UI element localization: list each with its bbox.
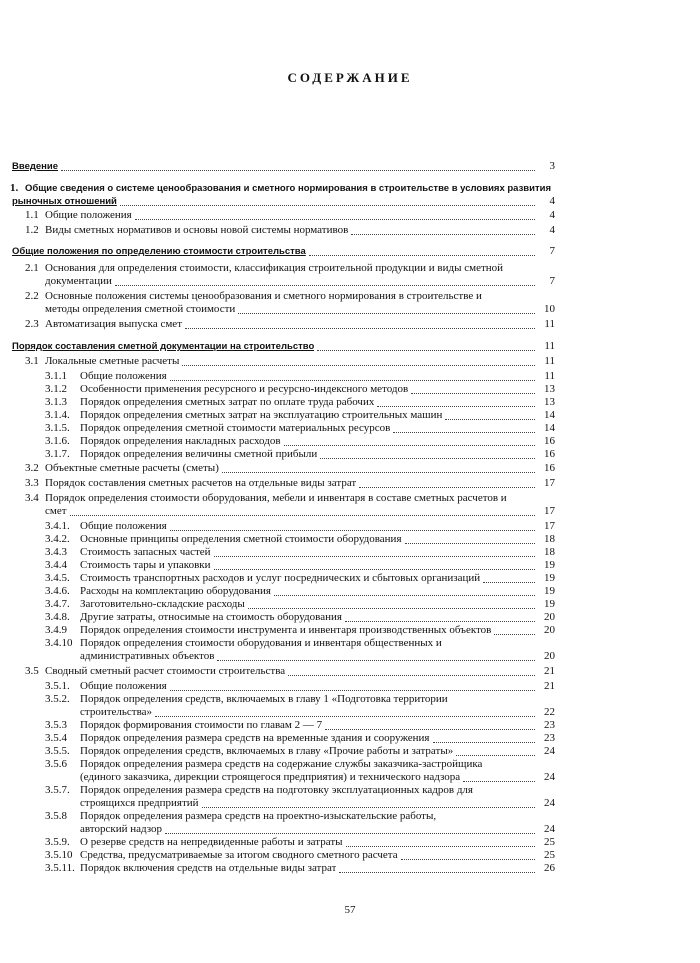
toc-entry <box>0 477 700 490</box>
toc-entry-title: смет <box>45 505 67 517</box>
toc-entry-title: Порядок включения средств на отдельные виды затрат <box>80 862 337 874</box>
toc-leader-dots <box>405 533 535 544</box>
toc-entry-title: Порядок определения размера средств на содержание службы заказчика-застройщика <box>80 758 483 770</box>
toc-leader-dots <box>339 862 535 873</box>
toc-entry-title: административных объектов <box>80 650 215 662</box>
toc-leader-dots <box>185 318 535 329</box>
toc-entry-title: Общие сведения о системе ценообразования и сметного нормирования в строительстве в условиях развития <box>25 183 552 194</box>
toc-entry-page: 23 <box>544 719 555 731</box>
toc-entry-number: 3.1 <box>25 355 39 367</box>
toc-entry-number: 3.5 <box>25 665 39 677</box>
toc-leader-dots <box>346 836 535 847</box>
toc-entry-page: 18 <box>544 546 555 558</box>
toc-entry-page: 19 <box>544 559 555 571</box>
toc-entry <box>0 546 700 559</box>
toc-entry <box>0 492 700 505</box>
toc-entry <box>0 462 700 475</box>
toc-entry <box>0 823 700 836</box>
toc-entry <box>0 409 700 422</box>
toc-entry-page: 14 <box>544 422 555 434</box>
toc-entry-page: 25 <box>544 836 555 848</box>
toc-entry <box>0 624 700 637</box>
toc-entry <box>0 520 700 533</box>
toc-entry-page: 3 <box>549 160 555 172</box>
toc-entry-number: 3.5.8 <box>45 810 67 822</box>
toc-entry-title: строительства» <box>80 706 153 718</box>
toc-entry-title: Особенности применения ресурсного и ресурсно-индексного методов <box>80 383 409 395</box>
toc-entry-page: 17 <box>544 505 555 517</box>
toc-entry-page: 21 <box>544 665 555 677</box>
toc-entry <box>0 318 700 331</box>
toc-entry <box>0 422 700 435</box>
toc-entry-number: 3.4.5. <box>45 572 70 584</box>
toc-entry-page: 20 <box>544 624 555 636</box>
toc-entry-number: 3.4.8. <box>45 611 70 623</box>
toc-entry <box>0 680 700 693</box>
toc-entry <box>0 693 700 706</box>
toc-entry-title: Заготовительно-складские расходы <box>80 598 245 610</box>
toc-entry-number: 3.1.2 <box>45 383 67 395</box>
toc-entry <box>0 637 700 650</box>
toc-entry-page: 4 <box>549 195 555 207</box>
toc-entry-title: Порядок определения стоимости оборудования и инвентаря общественных и <box>80 637 442 649</box>
toc-entry <box>0 195 700 208</box>
toc-entry <box>0 383 700 396</box>
toc-entry-number: 3.5.9. <box>45 836 70 848</box>
toc-entry-number: 3.2 <box>25 462 39 474</box>
toc-entry-page: 20 <box>544 611 555 623</box>
toc-entry-page: 11 <box>544 318 555 330</box>
toc-entry-page: 24 <box>544 745 555 757</box>
toc-entry-number: 3.5.1. <box>45 680 70 692</box>
toc-entry-number: 3.1.7. <box>45 448 70 460</box>
toc-entry <box>0 245 700 258</box>
toc-leader-dots <box>120 195 535 206</box>
toc-entry-number: 3.5.2. <box>45 693 70 705</box>
toc-entry-page: 26 <box>544 862 555 874</box>
toc-leader-dots <box>317 340 535 351</box>
toc-entry <box>0 665 700 678</box>
toc-leader-dots <box>377 396 535 407</box>
toc-leader-dots <box>325 719 535 730</box>
toc-entry-number: 3.3 <box>25 477 39 489</box>
toc-leader-dots <box>135 209 535 220</box>
toc-leader-dots <box>70 505 535 516</box>
toc-leader-dots <box>115 275 535 286</box>
toc-entry-page: 4 <box>549 224 555 236</box>
toc-entry-page: 13 <box>544 383 555 395</box>
toc-entry <box>0 262 700 275</box>
toc-entry-page: 7 <box>549 275 555 287</box>
toc-entry-page: 14 <box>544 409 555 421</box>
toc-entry <box>0 862 700 875</box>
toc-entry-page: 7 <box>549 245 555 257</box>
toc-entry <box>0 209 700 222</box>
toc-entry <box>0 745 700 758</box>
toc-entry <box>0 355 700 368</box>
toc-entry-number: 3.5.11. <box>45 862 75 874</box>
toc-entry-title: Стоимость тары и упаковки <box>80 559 211 571</box>
toc-entry-title: Порядок определения сметной стоимости материальных ресурсов <box>80 422 391 434</box>
toc-entry <box>0 771 700 784</box>
toc-entry-number: 2.2 <box>25 290 39 302</box>
toc-entry-number: 3.1.6. <box>45 435 70 447</box>
toc-entry-title: Виды сметных нормативов и основы новой системы нормативов <box>45 224 349 236</box>
toc-leader-dots <box>456 745 535 756</box>
toc-leader-dots <box>202 797 535 808</box>
toc-leader-dots <box>483 572 535 583</box>
toc-entry <box>0 810 700 823</box>
toc-entry-number: 3.4.2. <box>45 533 70 545</box>
toc-entry-page: 13 <box>544 396 555 408</box>
toc-entry-number: 3.5.3 <box>45 719 67 731</box>
toc-leader-dots <box>155 706 535 717</box>
toc-entry-number: 3.4.10 <box>45 637 73 649</box>
toc-entry-number: 1.1 <box>25 209 39 221</box>
toc-entry-page: 17 <box>544 520 555 532</box>
toc-entry-number: 2.1 <box>25 262 39 274</box>
toc-entry-title: Порядок определения накладных расходов <box>80 435 281 447</box>
toc-entry-title: Порядок составления сметных расчетов на отдельные виды затрат <box>45 477 357 489</box>
toc-entry <box>0 448 700 461</box>
toc-entry-number: 3.5.6 <box>45 758 67 770</box>
toc-entry-title: Другие затраты, относимые на стоимость оборудования <box>80 611 342 623</box>
toc-entry-title: Стоимость запасных частей <box>80 546 211 558</box>
toc-entry <box>0 719 700 732</box>
toc-entry-title: Порядок определения средств, включаемых в главу 1 «Подготовка территории <box>80 693 448 705</box>
toc-entry-page: 19 <box>544 598 555 610</box>
toc-entry-page: 17 <box>544 477 555 489</box>
toc-entry <box>0 533 700 546</box>
toc-entry-number: 3.1.1 <box>45 370 67 382</box>
toc-entry-title: Объектные сметные расчеты (сметы) <box>45 462 219 474</box>
toc-entry-number: 3.5.4 <box>45 732 67 744</box>
toc-entry <box>0 505 700 518</box>
toc-entry-title: Порядок определения средств, включаемых в главу «Прочие работы и затраты» <box>80 745 454 757</box>
toc-entry-title: Основания для определения стоимости, классификация строительной продукции и виды сметной <box>45 262 504 274</box>
toc-entry-number: 3.4.6. <box>45 585 70 597</box>
toc-entry-title: Общие положения <box>45 209 132 221</box>
toc-entry-title: Введение <box>12 161 59 172</box>
toc-entry-title: документации <box>45 275 112 287</box>
toc-entry-page: 11 <box>544 355 555 367</box>
toc-entry-page: 19 <box>544 572 555 584</box>
toc-leader-dots <box>411 383 535 394</box>
toc-entry-number: 3.1.4. <box>45 409 70 421</box>
toc-entry-page: 21 <box>544 680 555 692</box>
toc-leader-dots <box>288 665 535 676</box>
toc-leader-dots <box>170 370 535 381</box>
toc-leader-dots <box>351 224 535 235</box>
toc-entry-title: Средства, предусматриваемые за итогом сводного сметного расчета <box>80 849 398 861</box>
toc-leader-dots <box>359 477 535 488</box>
toc-entry <box>0 370 700 383</box>
toc-entry-title: Порядок составления сметной документации на строительство <box>12 341 315 352</box>
toc-entry-number: 3.5.10 <box>45 849 73 861</box>
toc-leader-dots <box>494 624 535 635</box>
toc-entry <box>0 849 700 862</box>
page-title: СОДЕРЖАНИЕ <box>287 70 413 85</box>
toc-leader-dots <box>274 585 535 596</box>
toc-entry-page: 16 <box>544 435 555 447</box>
toc-leader-dots <box>433 732 536 743</box>
toc-leader-dots <box>345 611 535 622</box>
toc-entry-number: 3.4.1. <box>45 520 70 532</box>
toc-entry-title: Локальные сметные расчеты <box>45 355 180 367</box>
toc-entry <box>0 303 700 316</box>
toc-leader-dots <box>238 303 535 314</box>
toc-entry <box>0 758 700 771</box>
toc-entry-title: (единого заказчика, дирекции строящегося предприятия) и технического надзора <box>80 771 461 783</box>
toc-leader-dots <box>214 546 535 557</box>
toc-entry-title: методы определения сметной стоимости <box>45 303 236 315</box>
toc-entry-page: 4 <box>549 209 555 221</box>
toc-entry-page: 11 <box>544 340 555 352</box>
toc-entry-page: 24 <box>544 797 555 809</box>
toc-entry-number: 1. <box>10 182 19 194</box>
toc-entry-number: 3.1.3 <box>45 396 67 408</box>
toc-entry-page: 18 <box>544 533 555 545</box>
toc-entry-title: Сводный сметный расчет стоимости строительства <box>45 665 286 677</box>
toc-entry <box>0 797 700 810</box>
toc-entry-title: О резерве средств на непредвиденные работы и затраты <box>80 836 343 848</box>
toc-entry <box>0 340 700 353</box>
toc-entry-page: 24 <box>544 771 555 783</box>
toc-entry-number: 3.4.3 <box>45 546 67 558</box>
toc-entry <box>0 572 700 585</box>
toc-entry-number: 3.1.5. <box>45 422 70 434</box>
toc-entry-title: рыночных отношений <box>12 196 117 207</box>
toc-entry-title: Порядок определения размера средств на подготовку эксплуатационных кадров для <box>80 784 473 796</box>
toc-entry-title: строящихся предприятий <box>80 797 199 809</box>
toc-entry-title: Стоимость транспортных расходов и услуг посреднических и сбытовых организаций <box>80 572 481 584</box>
toc-leader-dots <box>463 771 535 782</box>
toc-entry <box>0 224 700 237</box>
toc-entry <box>0 611 700 624</box>
toc-entry <box>0 836 700 849</box>
toc-entry-title: Общие положения по определению стоимости строительства <box>12 246 306 257</box>
toc-entry <box>0 290 700 303</box>
toc-leader-dots <box>61 160 535 171</box>
page-number: 57 <box>344 904 356 916</box>
toc-entry <box>0 435 700 448</box>
toc-entry <box>0 396 700 409</box>
toc-entry-page: 10 <box>544 303 555 315</box>
toc-leader-dots <box>401 849 535 860</box>
toc-entry-title: Порядок определения стоимости оборудования, мебели и инвентаря в составе сметных расчетов и <box>45 492 507 504</box>
toc-leader-dots <box>217 650 535 661</box>
toc-entry-title: Порядок определения сметных затрат по оплате труда рабочих <box>80 396 375 408</box>
toc-entry-page: 24 <box>544 823 555 835</box>
toc-entry-page: 22 <box>544 706 555 718</box>
toc-leader-dots <box>222 462 535 473</box>
toc-entry-title: Порядок формирования стоимости по главам 2 — 7 <box>80 719 323 731</box>
toc-leader-dots <box>170 680 535 691</box>
toc-entry-title: Расходы на комплектацию оборудования <box>80 585 271 597</box>
toc-entry-number: 3.4.9 <box>45 624 67 636</box>
toc-entry-title: Общие положения <box>80 680 167 692</box>
toc-entry-title: Общие положения <box>80 520 167 532</box>
toc-leader-dots <box>284 435 535 446</box>
toc-entry-title: Основные положения системы ценообразования и сметного нормирования в строительстве и <box>45 290 482 302</box>
toc-entry-number: 1.2 <box>25 224 39 236</box>
toc-entry-page: 11 <box>544 370 555 382</box>
toc-entry <box>0 275 700 288</box>
toc-entry-number: 3.4 <box>25 492 39 504</box>
toc-entry-number: 3.5.7. <box>45 784 70 796</box>
toc-leader-dots <box>248 598 535 609</box>
toc-leader-dots <box>170 520 535 531</box>
toc-entry-title: Порядок определения размера средств на временные здания и сооружения <box>80 732 430 744</box>
toc-entry-number: 3.4.4 <box>45 559 67 571</box>
toc-leader-dots <box>165 823 535 834</box>
toc-leader-dots <box>309 245 535 256</box>
toc-entry-title: Порядок определения величины сметной прибыли <box>80 448 318 460</box>
toc-entry-title: Автоматизация выпуска смет <box>45 318 183 330</box>
toc-entry-number: 2.3 <box>25 318 39 330</box>
toc-entry-page: 19 <box>544 585 555 597</box>
toc-entry-page: 25 <box>544 849 555 861</box>
toc-entry-number: 3.4.7. <box>45 598 70 610</box>
toc-leader-dots <box>214 559 535 570</box>
toc-entry <box>0 160 700 173</box>
toc-leader-dots <box>320 448 535 459</box>
toc-entry <box>0 784 700 797</box>
toc-entry <box>0 706 700 719</box>
toc-entry <box>0 732 700 745</box>
toc-entry-title: авторский надзор <box>80 823 162 835</box>
toc-entry-page: 20 <box>544 650 555 662</box>
toc-entry <box>0 598 700 611</box>
toc-entry-title: Основные принципы определения сметной стоимости оборудования <box>80 533 402 545</box>
toc-leader-dots <box>182 355 535 366</box>
toc-entry-number: 3.5.5. <box>45 745 70 757</box>
toc-leader-dots <box>445 409 535 420</box>
toc-entry-page: 16 <box>544 462 555 474</box>
toc-leader-dots <box>393 422 535 433</box>
toc-entry-title: Порядок определения размера средств на проектно-изыскательские работы, <box>80 810 437 822</box>
toc-entry-title: Порядок определения стоимости инструмента и инвентаря производственных объектов <box>80 624 492 636</box>
toc-entry <box>0 182 700 195</box>
toc-entry-title: Порядок определения сметных затрат на эксплуатацию строительных машин <box>80 409 443 421</box>
toc-entry-title: Общие положения <box>80 370 167 382</box>
toc-entry-page: 16 <box>544 448 555 460</box>
toc-entry-page: 23 <box>544 732 555 744</box>
toc-entry <box>0 585 700 598</box>
toc-entry <box>0 559 700 572</box>
toc-entry <box>0 650 700 663</box>
